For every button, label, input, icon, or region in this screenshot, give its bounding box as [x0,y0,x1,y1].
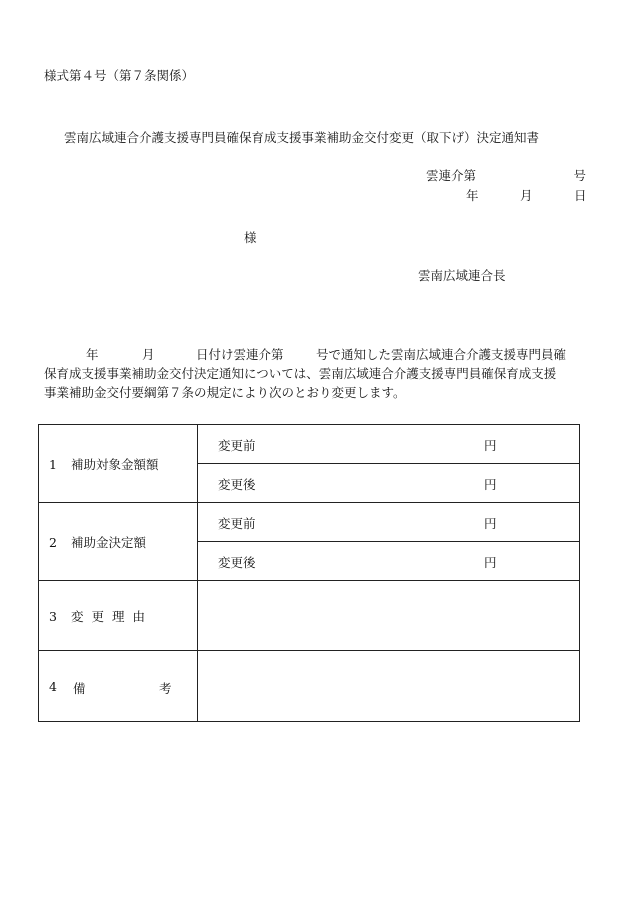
body-month: 月 [142,347,155,362]
remarks-label [39,651,198,722]
table-row [39,425,580,464]
row-1-label-text: 補助対象金額額 [71,456,159,472]
reference-suffix: 号 [573,168,586,183]
row-1-after-unit: 円 [484,477,497,492]
reason-label-text: 変更理由 [71,608,154,624]
addressee: 様 [244,230,257,245]
reference-number [426,166,586,184]
row-1-after-label: 変更後 [218,477,256,492]
issue-date [440,186,586,204]
row-2-after [198,542,580,581]
date-year: 年 [466,188,479,203]
row-2-after-unit: 円 [484,555,497,570]
reason-label [39,581,198,651]
sender: 雲南広域連合長 [418,268,506,283]
body-day-ref: 日付け雲連介第 [196,347,284,362]
row-2-label [39,503,198,581]
body-line-3: 事業補助金交付要綱第７条の規定により次のとおり変更します。 [44,385,406,400]
body-line-2: 保育成支援事業補助金交付決定通知については、雲南広域連合介護支援専門員確保育成支援 [44,366,557,381]
document-title: 雲南広域連合介護支援専門員確保育成支援事業補助金交付変更（取下げ）決定通知書 [64,130,540,145]
row-2-label-text: 補助金決定額 [71,534,147,550]
row-2-before-label: 変更前 [218,516,256,531]
row-2-number: 2 [49,534,57,550]
table-row [39,581,580,651]
body-line-1 [44,345,589,364]
row-1-number: 1 [49,456,57,472]
form-number: 様式第４号（第７条関係） [44,68,195,83]
change-table [38,424,580,722]
body-year: 年 [86,347,99,362]
row-1-before-label: 変更前 [218,438,256,453]
body-text [44,345,589,402]
reference-prefix: 雲連介第 [426,168,477,183]
date-day: 日 [574,188,587,203]
row-1-before-unit: 円 [484,438,497,453]
remarks-label-b: 考 [159,681,172,696]
remarks-label-a: 備 [73,681,86,696]
body-line-1-rest: 号で通知した雲南広域連合介護支援専門員確 [316,347,567,362]
row-2-after-label: 変更後 [218,555,256,570]
row-2-before [198,503,580,542]
remarks-number: 4 [49,679,57,694]
remarks-value [198,651,580,722]
table-row [39,503,580,542]
date-month: 月 [520,188,533,203]
reason-number: 3 [49,608,57,624]
row-1-before [198,425,580,464]
reason-value [198,581,580,651]
row-1-label [39,425,198,503]
table-row [39,651,580,722]
row-2-before-unit: 円 [484,516,497,531]
row-1-after [198,464,580,503]
